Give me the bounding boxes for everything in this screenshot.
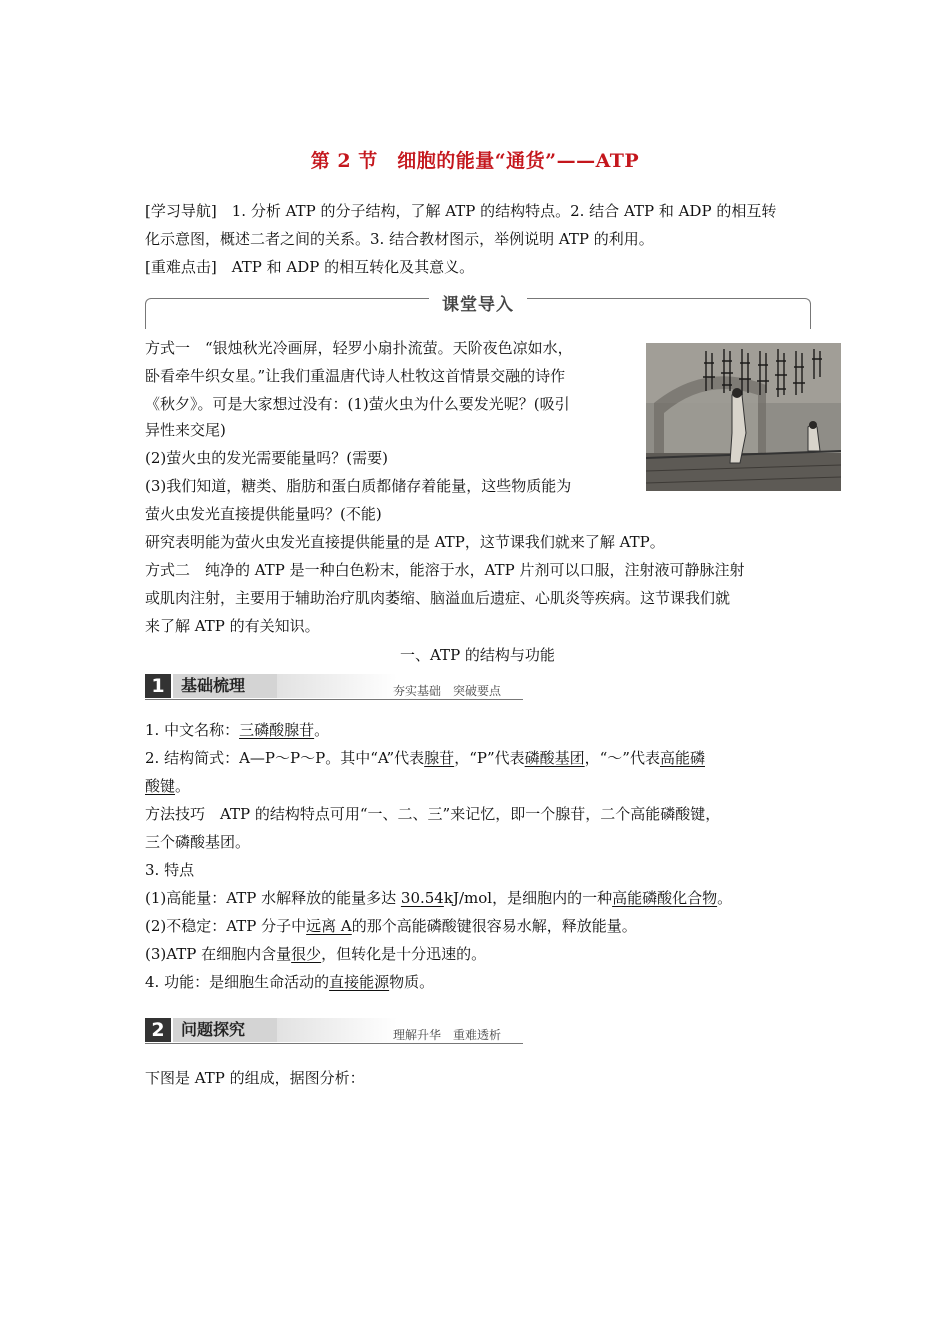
- text: 的那个高能磷酸键很容易水解，释放能量。: [351, 917, 637, 935]
- basics-item-2: [145, 748, 810, 768]
- answer-blank: 酸键: [145, 777, 176, 795]
- basics-item-3-2: [145, 916, 810, 936]
- guide-text-2: 化示意图，概述二者之间的关系。3. 结合教材图示，举例说明 ATP 的利用。: [145, 230, 654, 248]
- key-line: [145, 257, 810, 277]
- answer-blank: 三磷酸腺苷: [239, 721, 315, 739]
- text: 2. 结构简式：A—P～P～P。其中“A”代表: [145, 749, 425, 767]
- text: 。: [717, 889, 733, 907]
- intro-line-7: 萤火虫发光直接提供能量吗？(不能): [145, 505, 382, 523]
- answer-blank: 高能磷: [659, 749, 705, 767]
- text: (1)高能量：ATP 水解释放的能量多达: [145, 889, 401, 907]
- intro-line-8: 研究表明能为萤火虫发光直接提供能量的是 ATP，这节课我们就来了解 ATP。: [145, 533, 665, 551]
- intro-line-5: (2)萤火虫的发光需要能量吗？(需要): [145, 449, 388, 467]
- guide-label: [学习导航]: [145, 202, 217, 220]
- section-1-number: 1: [145, 674, 171, 698]
- key-text: ATP 和 ADP 的相互转化及其意义。: [231, 258, 475, 276]
- painting-svg: [646, 343, 841, 491]
- section-1-rule: [145, 699, 523, 700]
- section-basics-header: [145, 672, 525, 700]
- answer-blank: 磷酸基团: [524, 749, 585, 767]
- section-1-subtitle: 夯实基础 突破要点: [393, 684, 502, 698]
- text: (3)ATP 在细胞内含量: [145, 945, 292, 963]
- section-2-name: 问题探究: [173, 1018, 277, 1042]
- basics-item-4: [145, 972, 810, 992]
- heading-structure-function: 一、ATP 的结构与功能: [400, 646, 555, 664]
- explore-intro: 下图是 ATP 的组成，据图分析：: [145, 1069, 365, 1087]
- page-title: 第 2 节 细胞的能量“通货”——ATP: [310, 150, 640, 172]
- section-2-gradient: [277, 1018, 397, 1042]
- section-2-number: 2: [145, 1018, 171, 1042]
- intro-line-4: 异性来交尾): [145, 421, 226, 439]
- text: ，但转化是十分迅速的。: [321, 945, 487, 963]
- basics-item-3: 3. 特点: [145, 861, 195, 879]
- section-2-subtitle: 理解升华 重难透析: [393, 1028, 502, 1042]
- text: 1. 中文名称：: [145, 721, 240, 739]
- intro-line-1: 方式一 “银烛秋光冷画屏，轻罗小扇扑流萤。天阶夜色凉如水，: [145, 339, 573, 357]
- text: 物质。: [389, 973, 435, 991]
- guide-line-1: [145, 201, 810, 221]
- answer-blank: 30.54: [400, 889, 444, 907]
- text: 4. 功能：是细胞生命活动的: [145, 973, 330, 991]
- basics-item-3-1: [145, 888, 810, 908]
- answer-blank: 高能磷酸化合物: [612, 889, 718, 907]
- qiuxi-painting-image: [646, 343, 841, 491]
- answer-blank: 很少: [291, 945, 322, 963]
- intro-banner: [145, 290, 811, 330]
- text: ，“P”代表: [454, 749, 525, 767]
- section-explore-header: [145, 1016, 525, 1044]
- basics-item-2-cont: [145, 776, 810, 796]
- text: (2)不稳定：ATP 分子中: [145, 917, 307, 935]
- answer-blank: 远离 A: [306, 917, 352, 935]
- basics-item-3-3: [145, 944, 810, 964]
- text: 。: [175, 777, 191, 795]
- method-tip-1: 方法技巧 ATP 的结构特点可用“一、二、三”来记忆，即一个腺苷，二个高能磷酸键，: [145, 805, 721, 823]
- intro-line-3: 《秋夕》。可是大家想过没有：(1)萤火虫为什么要发光呢？(吸引: [145, 395, 570, 413]
- intro-line-11: 来了解 ATP 的有关知识。: [145, 617, 320, 635]
- key-label: [重难点击]: [145, 258, 217, 276]
- text: kJ/mol，是细胞内的一种: [443, 889, 613, 907]
- intro-line-9: 方式二 纯净的 ATP 是一种白色粉末，能溶于水，ATP 片剂可以口服，注射液可静脉注射: [145, 561, 745, 579]
- intro-line-6: (3)我们知道，糖类、脂肪和蛋白质都储存着能量，这些物质能为: [145, 477, 572, 495]
- method-tip-2: 三个磷酸基团。: [145, 833, 251, 851]
- intro-line-2: 卧看牵牛织女星。”让我们重温唐代诗人杜牧这首情景交融的诗作: [145, 367, 566, 385]
- intro-banner-label: 课堂导入: [429, 290, 527, 315]
- section-1-gradient: [277, 674, 397, 698]
- text: 。: [314, 721, 330, 739]
- section-1-name: 基础梳理: [173, 674, 277, 698]
- answer-blank: 直接能源: [329, 973, 390, 991]
- text: ，“～”代表: [584, 749, 660, 767]
- section-2-rule: [145, 1043, 523, 1044]
- answer-blank: 腺苷: [424, 749, 455, 767]
- guide-text-1: 1. 分析 ATP 的分子结构，了解 ATP 的结构特点。2. 结合 ATP 和 ADP 的相互转: [231, 202, 777, 220]
- basics-item-1: [145, 720, 810, 740]
- intro-line-10: 或肌肉注射，主要用于辅助治疗肌肉萎缩、脑溢血后遗症、心肌炎等疾病。这节课我们就: [145, 589, 731, 607]
